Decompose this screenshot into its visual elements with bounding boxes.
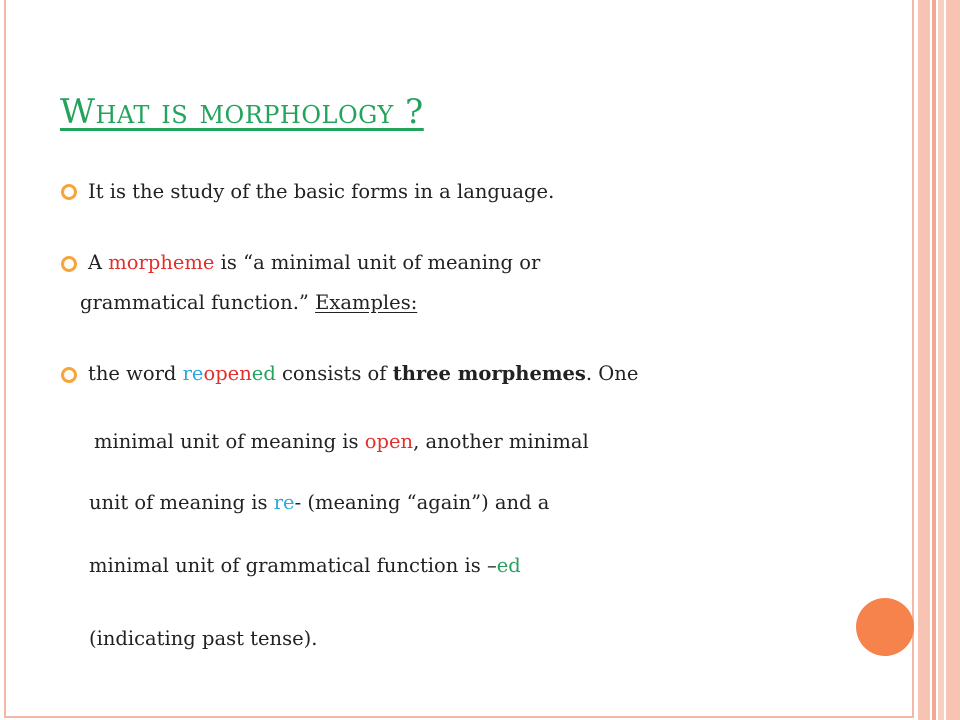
- bullet-2-line-2: [80, 291, 417, 314]
- text-segment: , another minimal: [413, 430, 589, 453]
- bullet-icon: [61, 367, 77, 383]
- bullet-icon: [61, 256, 77, 272]
- decorative-stripe: [918, 0, 930, 720]
- bullet-1-text: It is the study of the basic forms in a language.: [88, 180, 555, 203]
- text-segment: is “a minimal unit of meaning or: [214, 251, 541, 274]
- text-segment: consists of: [275, 362, 393, 385]
- three-morphemes-term: three morphemes: [392, 362, 586, 385]
- bullet-3-line-1: [88, 362, 638, 385]
- root-open: open: [203, 362, 252, 385]
- prefix-re: re: [182, 362, 204, 385]
- bullet-3-line-4: [89, 554, 521, 577]
- examples-label: Examples:: [315, 291, 418, 314]
- bullet-3-line-2: [94, 430, 589, 453]
- decorative-stripe: [946, 0, 960, 720]
- text-segment: unit of meaning is: [89, 491, 274, 514]
- text-segment: . One: [585, 362, 639, 385]
- morpheme-term: morpheme: [108, 251, 215, 274]
- accent-circle: [856, 598, 914, 656]
- suffix-ed: ed: [251, 362, 276, 385]
- text-segment: the word: [88, 362, 183, 385]
- prefix-re: re: [273, 491, 295, 514]
- text-segment: minimal unit of grammatical function is –: [89, 554, 497, 577]
- slide-title: What is morphology ?: [60, 92, 424, 132]
- bullet-2-line-1: [88, 251, 540, 274]
- root-open: open: [364, 430, 414, 453]
- text-segment: grammatical function.”: [80, 291, 316, 314]
- text-segment: minimal unit of meaning is: [94, 430, 365, 453]
- bullet-icon: [61, 184, 77, 200]
- text-segment: - (meaning “again”) and a: [294, 491, 550, 514]
- bullet-3-line-5: (indicating past tense).: [89, 627, 318, 650]
- suffix-ed: ed: [496, 554, 521, 577]
- text-segment: A: [88, 251, 109, 274]
- decorative-stripe: [932, 0, 936, 720]
- bullet-3-line-3: [89, 491, 549, 514]
- decorative-stripe: [938, 0, 944, 720]
